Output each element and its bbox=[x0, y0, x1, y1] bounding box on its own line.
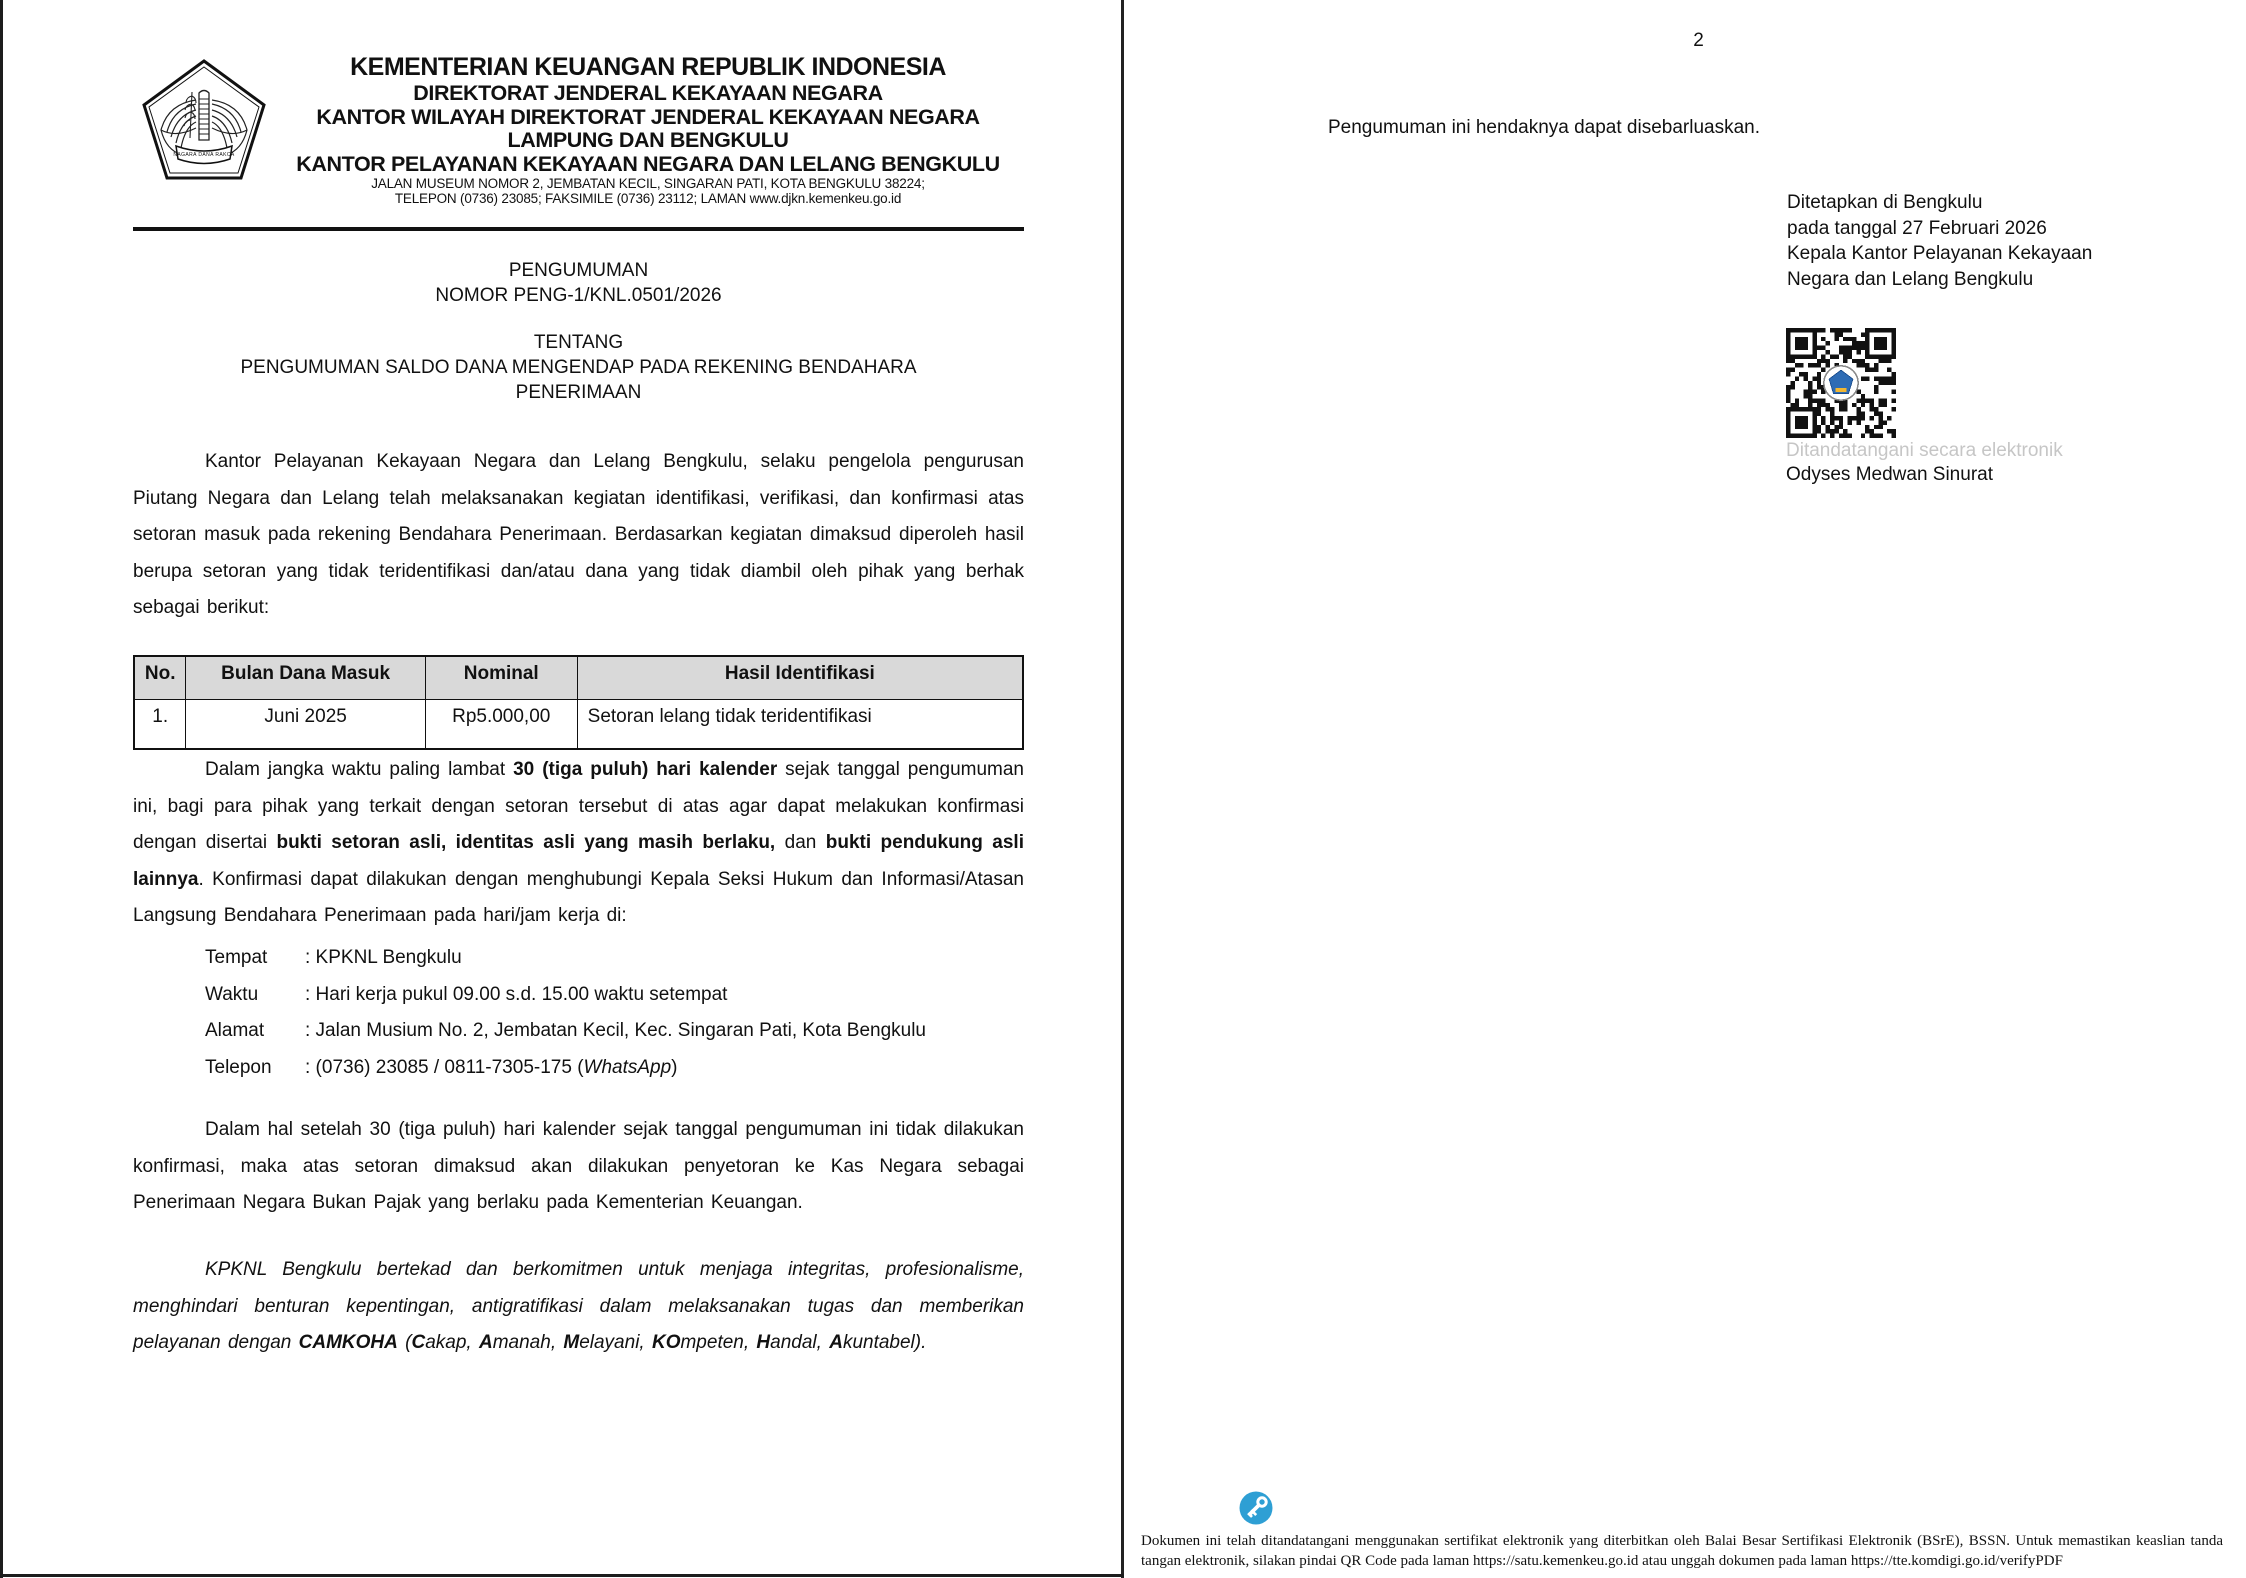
text-segment: . Konfirmasi dapat dilakukan dengan menghubungi Kepala Seksi Hukum dan Informasi/Atasan Langsung Bendahara Penerimaan pada hari/jam kerja di: bbox=[133, 868, 1024, 927]
text-segment: kuntabel). bbox=[842, 1332, 927, 1354]
paragraph-camkoha bbox=[133, 1252, 1024, 1362]
contact-row bbox=[205, 940, 1024, 977]
contact-list bbox=[205, 940, 1024, 1086]
table-header-cell: Bulan Dana Masuk bbox=[186, 656, 425, 700]
title-gap bbox=[133, 308, 1024, 330]
contact-label: Alamat bbox=[205, 1020, 265, 1042]
table-cell: Juni 2025 bbox=[186, 700, 425, 750]
text-segment: mpeten, bbox=[680, 1332, 757, 1354]
qr-code bbox=[1786, 328, 1896, 438]
paragraph-intro: Kantor Pelayanan Kekayaan Negara dan Lelang Bengkulu, selaku pengelola pengurusan Piutang Negara dan Lelang telah melaksanakan kegiatan identifikasi, verifikasi, dan konfirmasi atas setoran masuk pada rekening Bendahara Penerimaan. Berdasarkan kegiatan dimaksud diperoleh hasil berupa setoran yang tidak teridentifikasi dan/atau dana yang tidak diambil oleh pihak yang berhak sebagai berikut: bbox=[133, 451, 1024, 619]
text-segment: 30 (tiga puluh) hari kalender bbox=[513, 759, 778, 780]
contact-label: Waktu bbox=[205, 983, 259, 1005]
contact-value: : Hari kerja pukul 09.00 s.d. 15.00 waktu setempat bbox=[305, 983, 728, 1005]
letterhead-line-4: LAMPUNG DAN BENGKULU bbox=[507, 128, 789, 152]
contact-value: : Jalan Musium No. 2, Jembatan Kecil, Kec. Singaran Pati, Kota Bengkulu bbox=[305, 1020, 926, 1042]
text-segment: sejak tanggal pengumuman ini, bagi para pihak yang terkait dengan setoran tersebut di atas agar dapat melakukan konfirmasi dengan disertai bbox=[133, 759, 1024, 854]
table-cell: Rp5.000,00 bbox=[425, 700, 577, 750]
text-segment: H bbox=[756, 1332, 771, 1354]
contact-value: : KPKNL Bengkulu bbox=[305, 947, 462, 968]
signature-title-2: Negara dan Lelang Bengkulu bbox=[1787, 268, 2034, 290]
table-cell: Setoran lelang tidak teridentifikasi bbox=[577, 700, 1023, 750]
letterhead-line-5: KANTOR PELAYANAN KEKAYAAN NEGARA DAN LELANG BENGKULU bbox=[296, 151, 1000, 176]
paragraph-confirmation bbox=[133, 752, 1024, 935]
bsre-key-icon bbox=[1238, 1490, 1274, 1526]
table-header-row bbox=[134, 656, 1023, 700]
contact-row bbox=[205, 977, 1024, 1014]
letterhead-address-2: TELEPON (0736) 23085; FAKSIMILE (0736) 23112; LAMAN www.djkn.kemenkeu.go.id bbox=[394, 191, 902, 206]
signature-date: pada tanggal 27 Februari 2026 bbox=[1787, 217, 2047, 239]
text-segment: KPKNL Bengkulu bertekad dan berkomitmen untuk menjaga integritas, profesionalisme, menghindari benturan kepentingan, antigratifikasi dalam melaksanakan tugas dan memberikan pelayanan dengan bbox=[133, 1259, 1024, 1354]
signature-place: Ditetapkan di Bengkulu bbox=[1787, 192, 1983, 213]
esign-note: Ditandatangani secara elektronik bbox=[1786, 440, 2063, 461]
text-segment: KO bbox=[651, 1332, 681, 1354]
text-segment: A bbox=[478, 1332, 493, 1354]
paragraph-deadline: Dalam hal setelah 30 (tiga puluh) hari kalender sejak tanggal pengumuman ini tidak dilakukan konfirmasi, maka atas setoran dimaksud akan dilakukan penyetoran ke Kas Negara sebagai Penerimaan Negara Bukan Pajak yang berlaku pada Kementerian Keuangan. bbox=[133, 1119, 1024, 1214]
text-segment: andal, bbox=[770, 1332, 830, 1354]
letterhead-line-1: KEMENTERIAN KEUANGAN REPUBLIK INDONESIA bbox=[350, 53, 946, 81]
text-segment: A bbox=[829, 1332, 843, 1354]
page-bottom-border bbox=[0, 1574, 1124, 1577]
contact-label: Telepon bbox=[205, 1056, 272, 1078]
table-cell: 1. bbox=[134, 700, 186, 750]
table-body bbox=[134, 700, 1023, 750]
letterhead-line-3: KANTOR WILAYAH DIREKTORAT JENDERAL KEKAYAAN NEGARA bbox=[316, 104, 980, 129]
page-divider bbox=[1121, 0, 1124, 1578]
text-segment: ( bbox=[397, 1332, 412, 1354]
logo-banner-text: NAGARA DANA RAKCA bbox=[173, 152, 235, 158]
title-pengumuman: PENGUMUMAN bbox=[508, 260, 649, 281]
text-segment: bukti pendukung asli lainnya bbox=[133, 832, 1024, 890]
contact-row bbox=[205, 1050, 1024, 1087]
broadcast-note: Pengumuman ini hendaknya dapat disebarluaskan. bbox=[1328, 117, 1761, 138]
contact-label: Tempat bbox=[205, 947, 268, 968]
text-segment: bukti setoran asli, identitas asli yang masih berlaku, bbox=[276, 832, 776, 854]
text-segment: elayani, bbox=[579, 1332, 652, 1354]
text-segment: dan bbox=[775, 832, 826, 854]
table-header-cell: Hasil Identifikasi bbox=[577, 656, 1023, 700]
table-header-cell: Nominal bbox=[425, 656, 577, 700]
signature-title-1: Kepala Kantor Pelayanan Kekayaan bbox=[1787, 243, 2093, 264]
title-subject-1: PENGUMUMAN SALDO DANA MENGENDAP PADA REKENING BENDAHARA bbox=[240, 357, 917, 378]
title-tentang: TENTANG bbox=[533, 332, 624, 353]
footer-disclaimer: Dokumen ini telah ditandatangani menggunakan sertifikat elektronik yang diterbitkan oleh Balai Besar Sertifikasi Elektronik (BSrE), BSSN. Untuk memastikan keaslian tanda tangan elektronik, silakan pindai QR Code pada laman https://satu.kemenkeu.go.id atau unggah dokumen pada laman https://tte.komdigi.go.id/verifyPDF bbox=[1141, 1533, 2223, 1569]
title-nomor: NOMOR PENG-1/KNL.0501/2026 bbox=[435, 285, 722, 306]
text-segment: Dalam jangka waktu paling lambat bbox=[205, 759, 514, 780]
table-header-cell: No. bbox=[134, 656, 186, 700]
text-segment: C bbox=[411, 1332, 426, 1354]
text-segment: akap, bbox=[425, 1332, 479, 1354]
text-segment: M bbox=[563, 1332, 580, 1354]
letterhead bbox=[293, 52, 1003, 206]
page-left-border bbox=[0, 0, 3, 1578]
document-title bbox=[133, 258, 1024, 405]
contact-value: : (0736) 23085 / 0811-7305-175 (WhatsApp) bbox=[305, 1056, 678, 1078]
kemenkeu-logo-icon bbox=[140, 58, 268, 182]
contact-row bbox=[205, 1013, 1024, 1050]
signer-name: Odyses Medwan Sinurat bbox=[1786, 464, 1993, 485]
table-row bbox=[134, 700, 1023, 750]
letterhead-line-2: DIREKTORAT JENDERAL KEKAYAAN NEGARA bbox=[413, 81, 883, 105]
letterhead-rule bbox=[133, 227, 1024, 231]
title-subject-2: PENERIMAAN bbox=[515, 382, 642, 403]
text-segment: CAMKOHA bbox=[298, 1332, 398, 1354]
page-number: 2 bbox=[1693, 30, 1704, 51]
deposit-table bbox=[133, 655, 1024, 750]
letterhead-address-1: JALAN MUSEUM NOMOR 2, JEMBATAN KECIL, SINGARAN PATI, KOTA BENGKULU 38224; bbox=[371, 176, 925, 191]
signature-block bbox=[1787, 190, 2092, 292]
text-segment: manah, bbox=[492, 1332, 564, 1354]
